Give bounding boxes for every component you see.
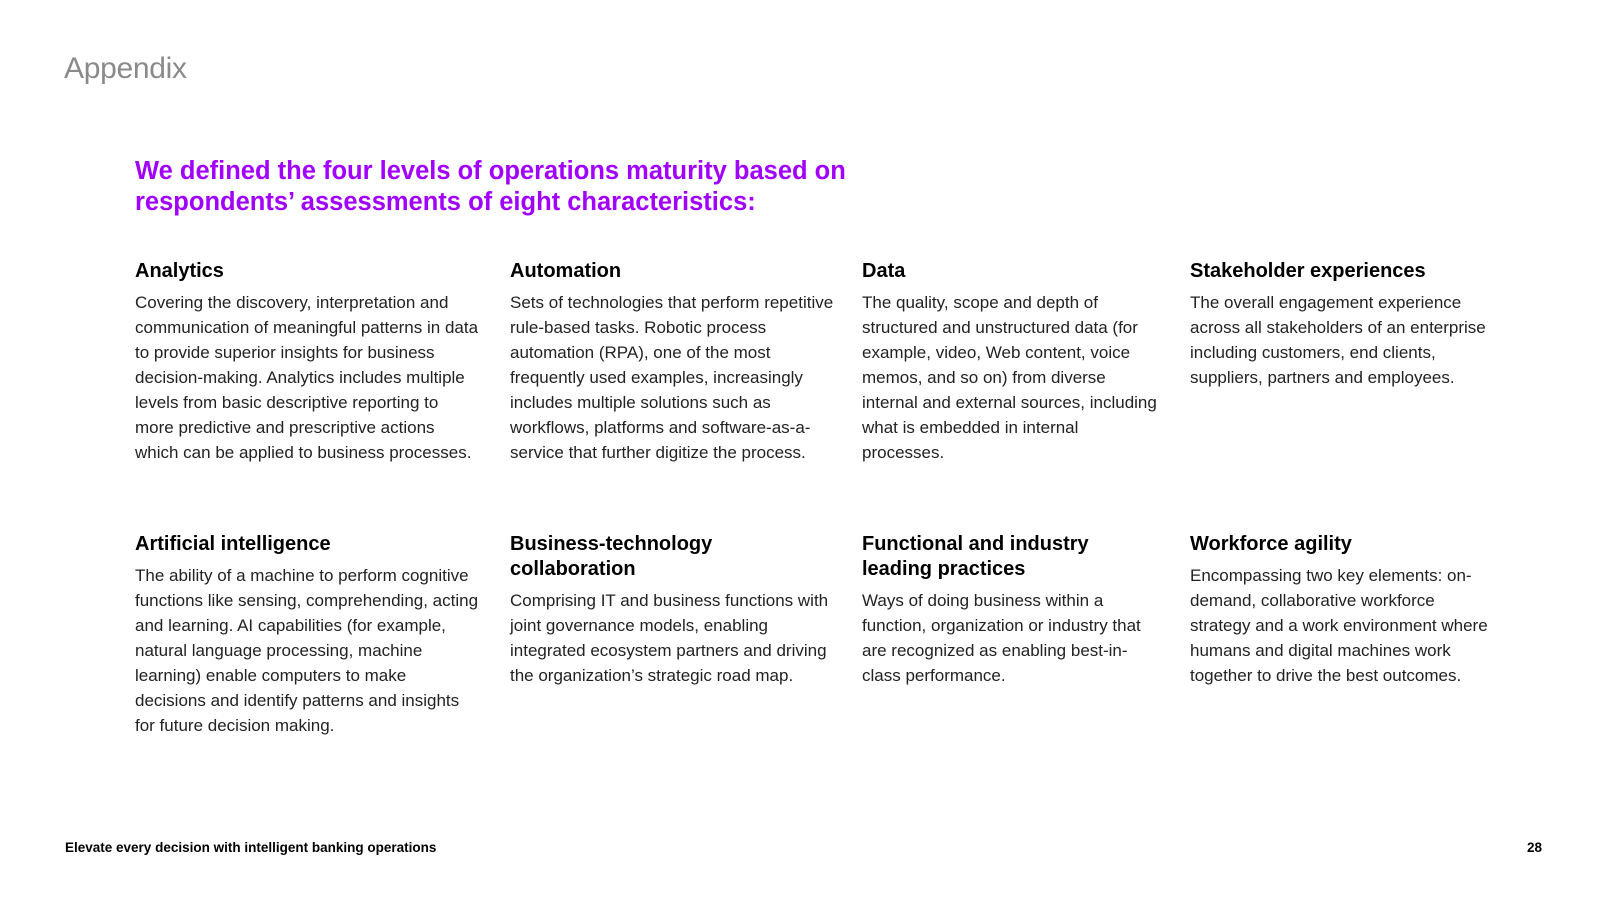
characteristic-title: Data — [862, 260, 906, 282]
characteristic-workforce-agility — [1190, 532, 1490, 688]
section-label: Appendix — [64, 52, 187, 85]
characteristic-description: Encompassing two key elements: on-demand, collaborative workforce strategy and a work environment where humans and digital machines work together to drive the best outcomes. — [1190, 566, 1488, 685]
characteristic-title: Artificial intelligence — [135, 533, 331, 555]
characteristic-title: Functional and industry leading practices — [862, 533, 1089, 580]
characteristic-business-technology-collaboration — [510, 532, 829, 688]
characteristic-functional-industry-practices — [862, 532, 1141, 688]
characteristic-automation — [510, 259, 835, 465]
page-headline: We defined the four levels of operations maturity based on respondents’ assessments of eight characteristics: — [135, 157, 846, 216]
characteristic-title: Business-technology collaboration — [510, 533, 713, 580]
page-number: 28 — [1526, 840, 1542, 855]
characteristic-description: Sets of technologies that perform repetitive rule-based tasks. Robotic process automation (RPA), one of the most frequently used examples, increasingly includes multiple solutions such as workflows, platforms and software-as-a-service that further digitize the process. — [510, 293, 834, 462]
characteristic-analytics — [135, 259, 480, 465]
characteristic-title: Analytics — [135, 260, 224, 282]
characteristic-data — [862, 259, 1162, 465]
characteristic-stakeholder-experiences — [1190, 259, 1490, 390]
characteristic-description: Comprising IT and business functions with joint governance models, enabling integrated ecosystem partners and driving the organization’s strategic road map. — [510, 591, 829, 685]
characteristic-description: The ability of a machine to perform cognitive functions like sensing, comprehending, acting and learning. AI capabilities (for example, natural language processing, machine learning) enable computers to make decisions and identify patterns and insights for future decision making. — [135, 566, 479, 735]
characteristic-title: Automation — [510, 260, 622, 282]
characteristic-title: Workforce agility — [1190, 533, 1352, 555]
characteristic-description: The quality, scope and depth of structured and unstructured data (for example, video, Web content, voice memos, and so on) from diverse internal and external sources, including what is embedded in internal processes. — [862, 293, 1157, 462]
characteristic-artificial-intelligence — [135, 532, 480, 738]
characteristic-description: Covering the discovery, interpretation and communication of meaningful patterns in data to provide superior insights for business decision-making. Analytics includes multiple levels from basic descriptive reporting to more predictive and prescriptive actions which can be applied to business processes. — [135, 293, 479, 462]
characteristic-description: The overall engagement experience across all stakeholders of an enterprise including customers, end clients, suppliers, partners and employees. — [1190, 293, 1486, 387]
footer-title: Elevate every decision with intelligent banking operations — [65, 840, 437, 855]
characteristic-description: Ways of doing business within a function, organization or industry that are recognized as enabling best-in-class performance. — [862, 591, 1141, 685]
characteristic-title: Stakeholder experiences — [1190, 260, 1426, 282]
